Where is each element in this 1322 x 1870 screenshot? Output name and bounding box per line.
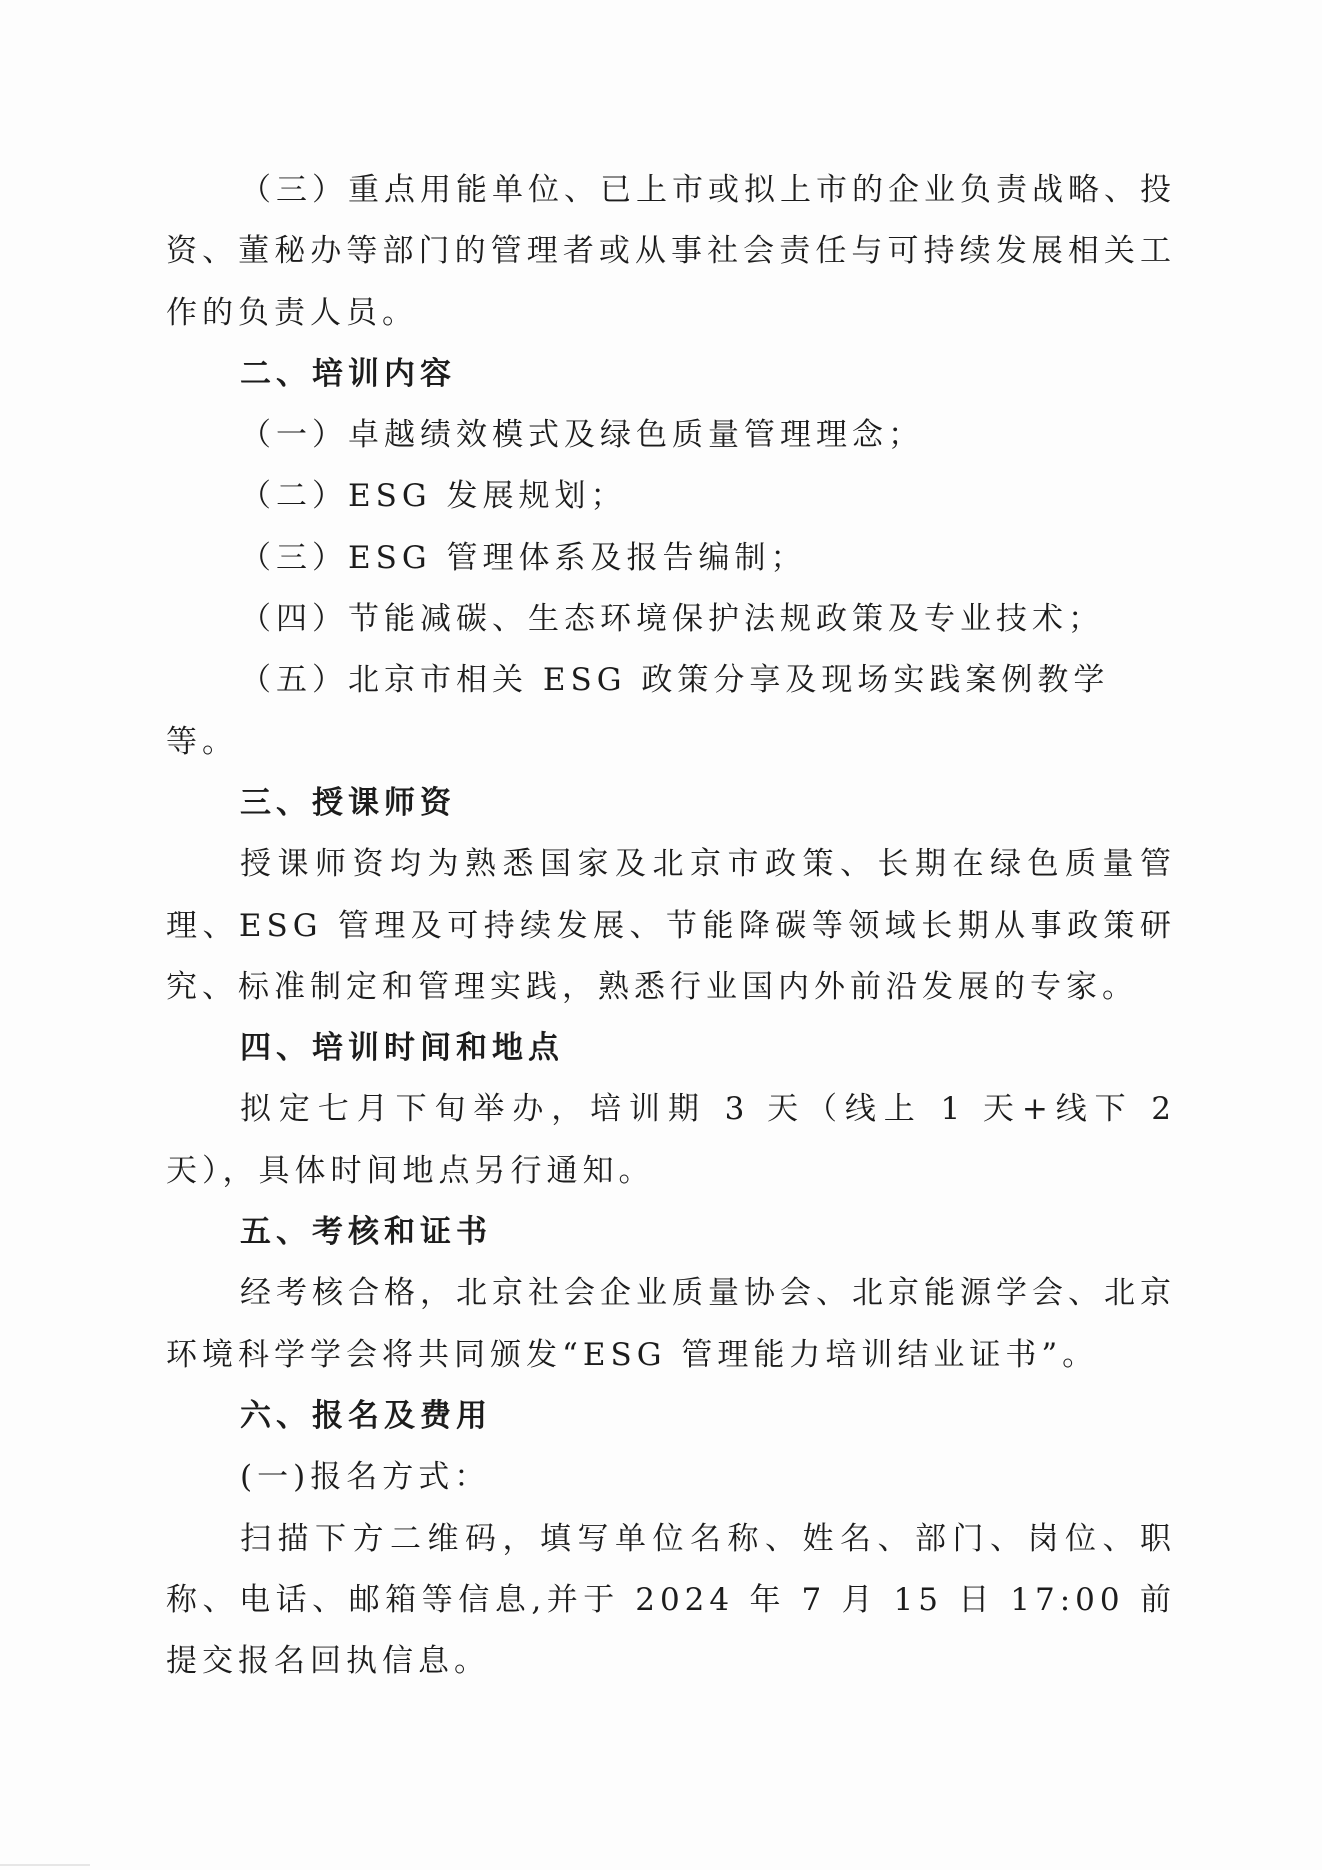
section-five-text: 经考核合格，北京社会企业质量协会、北京能源学会、北京环境科学学会将共同颁发“ESG 管理能力培训结业证书”。	[166, 1275, 1176, 1373]
section-two-item-3: （三）ESG 管理体系及报告编制；	[240, 539, 807, 576]
section-six-sub1-text: 扫描下方二维码，填写单位名称、姓名、部门、岗位、职称、电话、邮箱等信息,并于 2024 年 7 月 15 日 17:00 前提交报名回执信息。	[166, 1520, 1176, 1680]
section-six-heading: 六、报名及费用	[240, 1397, 492, 1434]
section-two-heading: 二、培训内容	[240, 355, 456, 392]
section-one-item-3: （三）重点用能单位、已上市或拟上市的企业负责战略、投资、董秘办等部门的管理者或从事社会责任与可持续发展相关工作的负责人员。	[166, 172, 1176, 331]
section-four-text: 拟定七月下旬举办，培训期 3 天（线上 1 天+线下 2 天），具体时间地点另行通知。	[166, 1091, 1176, 1189]
section-two-item-5: （五）北京市相关 ESG 政策分享及现场实践案例教学等。	[166, 662, 1110, 760]
section-two-item-2: （二）ESG 发展规划；	[240, 478, 627, 515]
document-body	[166, 160, 1176, 1692]
section-six-sub1-label: (一)报名方式：	[240, 1459, 491, 1496]
section-three-heading: 三、授课师资	[240, 784, 456, 821]
section-three-text: 授课师资均为熟悉国家及北京市政策、长期在绿色质量管理、ESG 管理及可持续发展、节能降碳等领域长期从事政策研究、标准制定和管理实践，熟悉行业国内外前沿发展的专家。	[166, 846, 1176, 1005]
scan-edge-line	[0, 1864, 90, 1866]
section-two-item-4: （四）节能减碳、生态环境保护法规政策及专业技术；	[240, 601, 1104, 638]
section-two-item-1: （一）卓越绩效模式及绿色质量管理理念；	[240, 417, 924, 454]
section-four-heading: 四、培训时间和地点	[240, 1030, 564, 1067]
section-five-heading: 五、考核和证书	[240, 1214, 492, 1251]
